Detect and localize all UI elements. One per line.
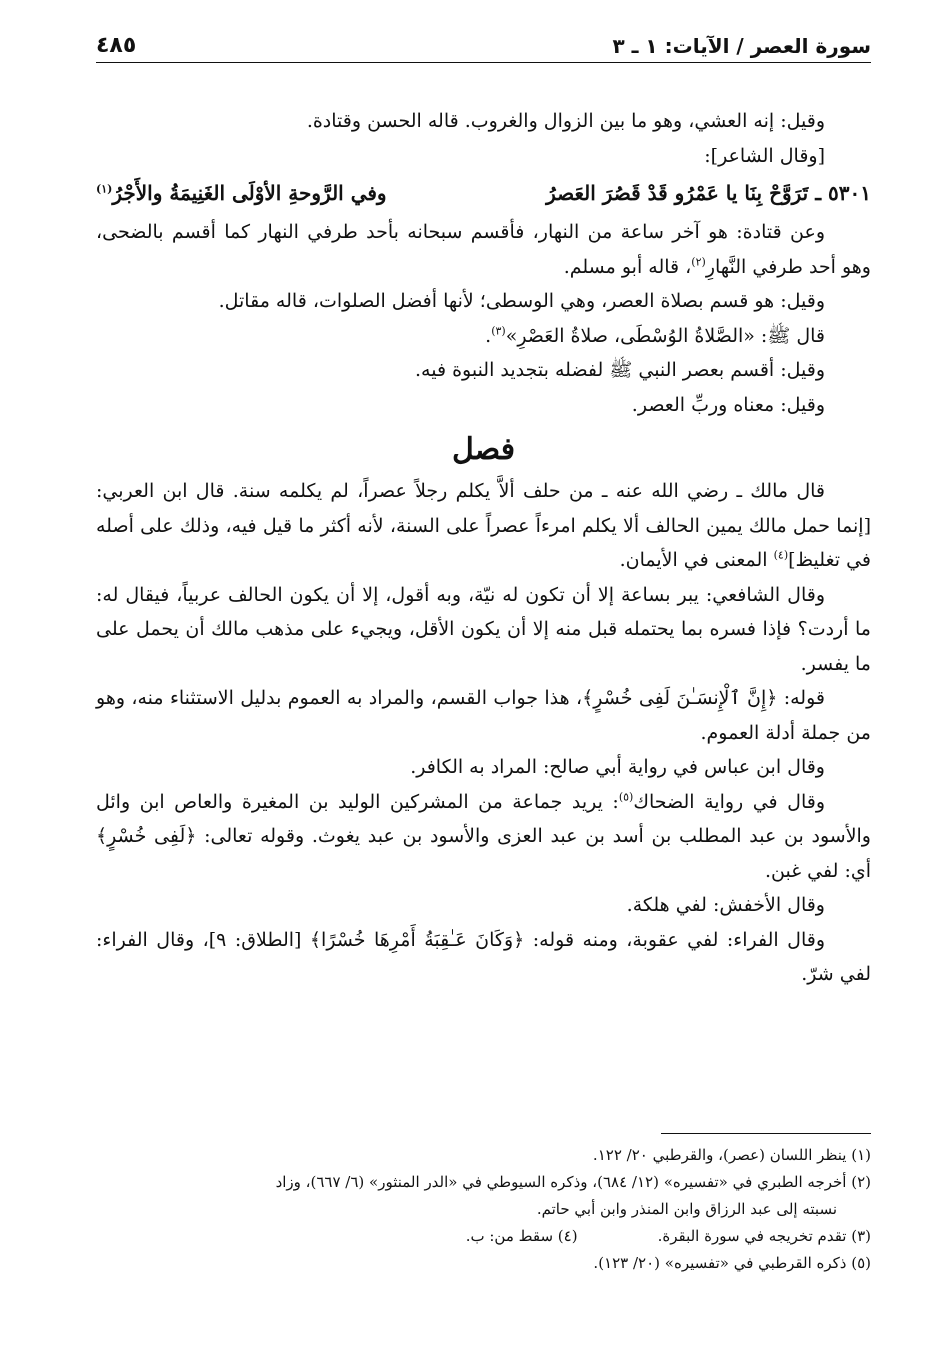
paragraph: وقيل: إنه العشي، وهو ما بين الزوال والغروب. قاله الحسن وقتادة.: [306, 110, 825, 132]
footnote-divider: [661, 1133, 871, 1134]
footnote-ref: (١): [96, 182, 113, 196]
footnote-ref: (٣): [491, 324, 506, 338]
footnote: (١) ينظر اللسان (عصر)، والقرطبي ٢٠/ ١٢٢.: [592, 1146, 871, 1164]
paragraph-text: .: [485, 324, 492, 347]
paragraph-text: قال مالك ـ رضي الله عنه ـ من حلف ألاَّ يكلم رجلاً عصراً، لم يكلمه سنة. قال ابن العربي: [إنما حمل مالك يمين الحالف ألا يكلم امرءاً عصراً على السنة، لأنه أكثر ما قيل فيه، وذلك على أصله في تغليظ]: [96, 480, 871, 571]
paragraph: وقال ابن عباس في رواية أبي صالح: المراد به الكافر.: [410, 756, 825, 778]
paragraph-text: المعنى في الأيمان.: [619, 549, 774, 571]
footnote-ref: (٥): [618, 790, 634, 804]
paragraph: قوله: ﴿إِنَّ ٱلْإِنسَـٰنَ لَفِى خُسْرٍ﴾، هذا جواب القسم، والمراد به العموم بدليل الاستثناء منه، وهو من جملة أدلة العموم.: [96, 687, 871, 744]
paragraph: [96, 215, 871, 284]
section-title: فصل: [451, 432, 516, 467]
footnote-ref: (٢): [691, 255, 706, 269]
main-text: [96, 104, 871, 992]
paragraph: وقيل: أقسم بعصر النبي ﷺ لفضله بتجديد النبوة فيه.: [414, 359, 825, 381]
paragraph-text: قال ﷺ: «الصَّلاةُ الوُسْطَى، صلاةُ العَصْرِ»: [505, 324, 825, 347]
paragraph: [96, 319, 871, 354]
footnote-continuation: نسبته إلى عبد الرزاق وابن المنذر وابن أبي حاتم.: [536, 1200, 837, 1218]
footnote: (٥) ذكره القرطبي في «تفسيره» (٢٠/ ١٢٣).: [593, 1254, 871, 1272]
footnote: (٣) تقدم تخريجه في سورة البقرة.: [657, 1227, 871, 1245]
paragraph: وقال الأخفش: لفي هلكة.: [626, 894, 825, 916]
footnote-row: [96, 1223, 871, 1250]
paragraph: [وقال الشاعر]:: [704, 144, 825, 167]
footnotes: [96, 1133, 871, 1277]
paragraph-text: وعن قتادة: هو آخر ساعة من النهار، فأقسم سبحانه بأحد طرفي النهار كما أقسم بالضحى، وهو أحد طرفي النَّهارِ: [96, 221, 871, 278]
paragraph: وقال الشافعي: يبر بساعة إلا أن تكون له نيّة، وبه أقول، إلا أن يكون الحالف عربياً، فيقال له: ما أردت؟ فإذا فسره بما يحتمله قبل منه إلا أن يكون الأقل، ويجيء على مذهب مالك أن يحمل على ما يفسر.: [96, 583, 871, 675]
running-header: [96, 26, 871, 63]
poem-hemistich-first: ٥٣٠١ ـ تَرَوَّحْ بِنَا يا عَمْرُو قَدْ قَصُرَ العَصرُ: [546, 181, 871, 205]
poem-verse: [96, 175, 871, 211]
poem-hemistich-second-wrap: [96, 175, 387, 211]
page-number: ٤٨٥: [96, 33, 137, 58]
paragraph: [96, 474, 871, 578]
paragraph: [96, 785, 871, 889]
paragraph-text: وقال في رواية الضحاك: [633, 790, 825, 813]
poem-hemistich-second: وفي الرَّوحةِ الأوْلَى الغَنِيمَةُ والأَجْرُ: [112, 181, 387, 205]
paragraph-text: ، قاله أبو مسلم.: [563, 255, 692, 278]
footnote: (٢) أخرجه الطبري في «تفسيره» (١٢/ ٦٨٤)، وذكره السيوطي في «الدر المنثور» (٦/ ٦٦٧)، وزاد: [275, 1173, 871, 1191]
paragraph: وقال الفراء: لفي عقوبة، ومنه قوله: ﴿وَكَانَ عَـٰقِبَةُ أَمْرِهَا خُسْرًا﴾ [الطلاق: ٩]، وقال الفراء: لفي شرّ.: [96, 928, 871, 985]
footnote: (٤) سقط من: ب.: [465, 1227, 578, 1245]
footnote-ref: (٤): [773, 548, 789, 562]
paragraph: وقيل: هو قسم بصلاة العصر، وهي الوسطى؛ لأنها أفضل الصلوات، قاله مقاتل.: [218, 290, 825, 312]
paragraph: وقيل: معناه وربِّ العصر.: [631, 393, 825, 416]
paragraph-text: : يريد جماعة من المشركين الوليد بن المغيرة والعاص ابن وائل والأسود بن عبد المطلب بن أسد بن عبد العزى والأسود بن عبد يغوث. وقوله تعالى: ﴿لَفِى خُسْرٍ﴾ أي: لفي غبن.: [96, 790, 871, 882]
header-title: سورة العصر / الآيات: ١ ـ ٣: [612, 34, 871, 58]
